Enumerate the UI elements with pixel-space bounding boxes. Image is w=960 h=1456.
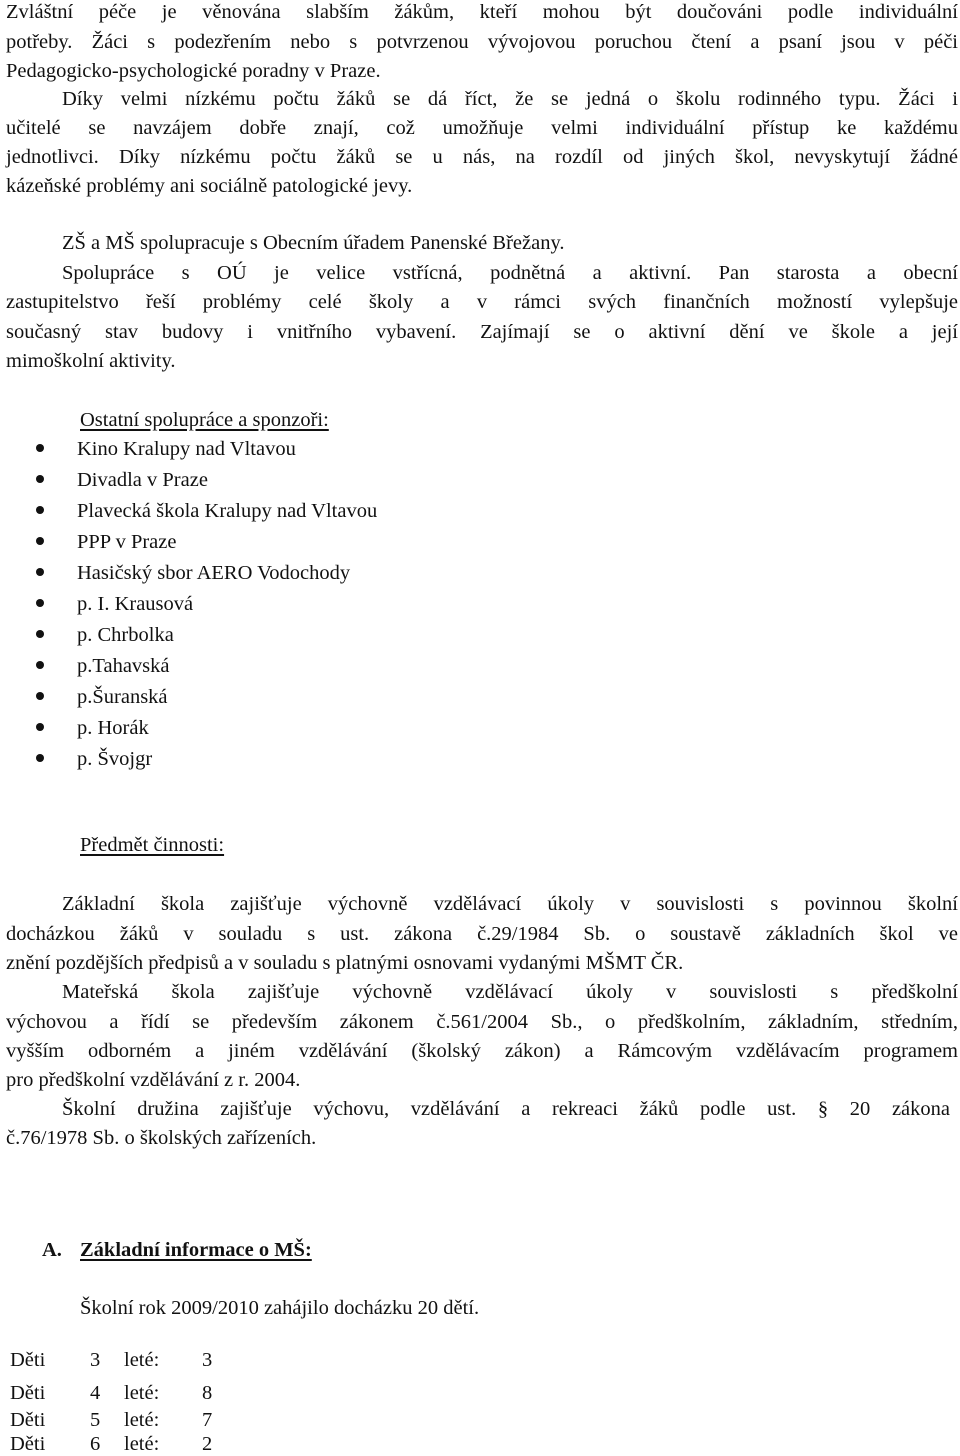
para1-line-3: Pedagogicko-psychologické poradny v Praze. (6, 60, 381, 82)
para2-line-5: mimoškolní aktivity. (6, 350, 176, 372)
bullet-icon (36, 661, 44, 669)
list-item: PPP v Praze (36, 530, 176, 554)
list-item: p.Šuranská (36, 685, 168, 709)
bullet-icon (36, 506, 44, 514)
list-item: p. Švojgr (36, 747, 152, 771)
bullet-icon (36, 692, 44, 700)
para1-line-1: Zvláštní péče je věnována slabším žákům, kteří mohou být doučováni podle individuální (6, 1, 958, 23)
para2-line-4: současný stav budovy i vnitřního vybavení. Zajímají se o aktivní dění ve škole a její (6, 321, 958, 343)
activity-line-5: výchovou a řídí se především zákonem č.561/2004 Sb., o předškolním, základním, středním, (6, 1011, 958, 1033)
activity-line-2: docházkou žáků v souladu s ust. zákona č.29/1984 Sb. o soustavě základních škol ve (6, 923, 958, 945)
ms-section-letter: A. (42, 1239, 62, 1261)
activity-line-3: znění pozdějších předpisů a v souladu s platnými osnovami vydanými MŠMT ČR. (6, 952, 684, 974)
list-item: Plavecká škola Kralupy nad Vltavou (36, 499, 377, 523)
para1-line-7: kázeňské problémy ani sociálně patologické jevy. (6, 175, 413, 197)
para2-line-2: Spolupráce s OÚ je velice vstřícná, podnětná a aktivní. Pan starosta a obecní (62, 262, 958, 284)
ms-intro: Školní rok 2009/2010 zahájilo docházku 20 dětí. (80, 1297, 480, 1319)
table-row: Děti 3 leté: 3 (10, 1349, 213, 1371)
activity-line-8: Školní družina zajišťuje výchovu, vzdělávání a rekreaci žáků podle ust. § 20 zákona (62, 1098, 950, 1120)
list-item: Hasičský sbor AERO Vodochody (36, 561, 350, 585)
sponsors-heading: Ostatní spolupráce a sponzoři: (80, 409, 329, 431)
list-item: p. Chrbolka (36, 623, 174, 647)
list-item: p.Tahavská (36, 654, 170, 678)
activity-heading: Předmět činnosti: (80, 834, 225, 856)
bullet-icon (36, 630, 44, 638)
activity-line-4: Mateřská škola zajišťuje výchovně vzdělávací úkoly v souvislosti s předškolní (62, 981, 958, 1003)
list-item: Kino Kralupy nad Vltavou (36, 437, 296, 461)
para2-line-1: ZŠ a MŠ spolupracuje s Obecním úřadem Panenské Břežany. (62, 232, 565, 254)
para1-line-2: potřeby. Žáci s podezřením nebo s potvrzenou vývojovou poruchou čtení a psaní jsou v péči (6, 31, 958, 53)
table-row: Děti 5 leté: 7 (10, 1409, 213, 1431)
activity-line-9: č.76/1978 Sb. o školských zařízeních. (6, 1127, 317, 1149)
bullet-icon (36, 537, 44, 545)
bullet-icon (36, 475, 44, 483)
list-item: p. Horák (36, 716, 149, 740)
para1-line-4: Díky velmi nízkému počtu žáků se dá říct, že se jedná o školu rodinného typu. Žáci i (62, 88, 958, 110)
table-row: Děti 6 leté: 2 (10, 1433, 213, 1455)
para1-line-5: učitelé se navzájem dobře znají, což umožňuje velmi individuální přístup ke každému (6, 117, 958, 139)
activity-line-6: vyšším odborném a jiném vzdělávání (školský zákon) a Rámcovým vzdělávacím programem (6, 1040, 958, 1062)
bullet-icon (36, 723, 44, 731)
activity-line-1: Základní škola zajišťuje výchovně vzdělávací úkoly v souvislosti s povinnou školní (62, 893, 958, 915)
para1-line-6: jednotlivci. Díky nízkému počtu žáků se u nás, na rozdíl od jiných škol, nevyskytují žádné (6, 146, 958, 168)
list-item: p. I. Krausová (36, 592, 193, 616)
list-item: Divadla v Praze (36, 468, 208, 492)
bullet-icon (36, 754, 44, 762)
activity-line-7: pro předškolní vzdělávání z r. 2004. (6, 1069, 301, 1091)
bullet-icon (36, 568, 44, 576)
bullet-icon (36, 599, 44, 607)
para2-line-3: zastupitelstvo řeší problémy celé školy a v rámci svých finančních možností vylepšuje (6, 291, 958, 313)
table-row: Děti 4 leté: 8 (10, 1382, 213, 1404)
ms-heading: Základní informace o MŠ: (80, 1239, 312, 1261)
bullet-icon (36, 444, 44, 452)
